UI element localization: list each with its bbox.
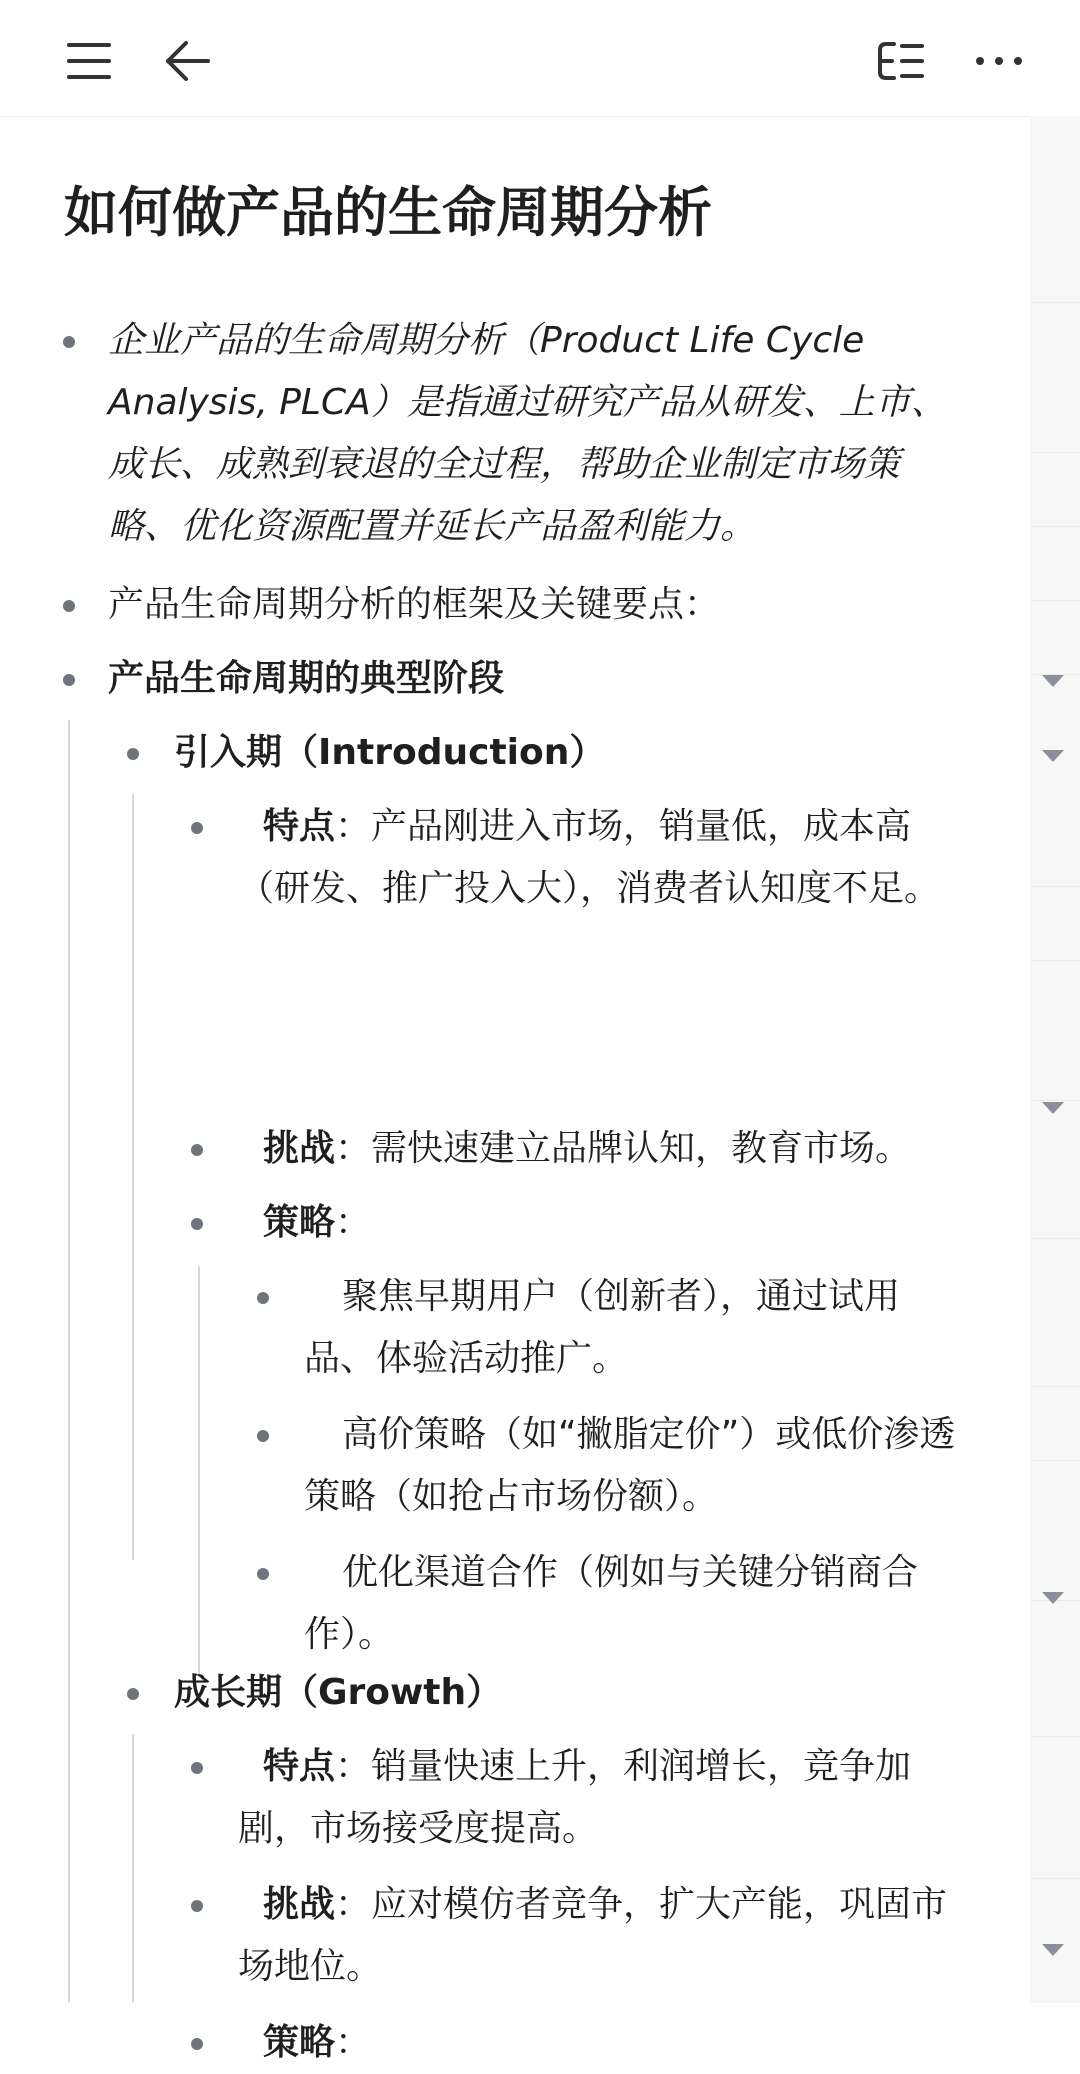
list-item[interactable]: 特点：产品刚进入市场，销量低，成本高（研发、推广投入大），消费者认知度不足。 bbox=[238, 796, 968, 920]
list-item[interactable]: 产品生命周期的典型阶段 bbox=[108, 648, 968, 710]
bullet-icon bbox=[191, 1762, 203, 1774]
outline-icon[interactable] bbox=[876, 38, 926, 84]
bullet-icon bbox=[257, 1568, 269, 1580]
bullet-icon bbox=[63, 600, 75, 612]
collapse-toggle-icon[interactable] bbox=[1042, 1592, 1064, 1604]
bullet-icon bbox=[127, 1688, 139, 1700]
list-item[interactable]: 优化渠道合作（例如与关键分销商合作）。 bbox=[304, 1542, 966, 1666]
fold-gutter bbox=[1030, 116, 1080, 2003]
document-title[interactable]: 如何做产品的生命周期分析 bbox=[64, 181, 712, 244]
bullet-icon bbox=[63, 336, 75, 348]
list-item[interactable]: 聚焦早期用户（创新者），通过试用品、体验活动推广。 bbox=[304, 1266, 966, 1390]
indent-guide bbox=[68, 720, 70, 2003]
bullet-icon bbox=[63, 674, 75, 686]
more-options-icon[interactable] bbox=[974, 38, 1024, 84]
indent-guide bbox=[132, 794, 134, 1560]
top-toolbar bbox=[0, 0, 1080, 117]
bullet-icon bbox=[191, 1218, 203, 1230]
indent-guide bbox=[198, 1266, 200, 1676]
bullet-icon bbox=[257, 1292, 269, 1304]
list-item[interactable]: 高价策略（如“撇脂定价”）或低价渗透策略（如抢占市场份额）。 bbox=[304, 1404, 966, 1528]
list-item[interactable]: 特点：销量快速上升，利润增长，竞争加剧，市场接受度提高。 bbox=[238, 1736, 968, 1860]
bullet-icon bbox=[191, 822, 203, 834]
list-item[interactable]: 挑战：应对模仿者竞争，扩大产能，巩固市场地位。 bbox=[238, 1874, 968, 1998]
bullet-icon bbox=[191, 1144, 203, 1156]
collapse-toggle-icon[interactable] bbox=[1042, 675, 1064, 687]
list-item[interactable]: 产品生命周期分析的框架及关键要点： bbox=[108, 574, 968, 636]
list-item[interactable]: 策略： bbox=[238, 2012, 968, 2074]
list-item[interactable]: 引入期（Introduction） bbox=[174, 722, 974, 784]
indent-guide bbox=[132, 1734, 134, 2003]
menu-icon[interactable] bbox=[66, 38, 112, 84]
bullet-icon bbox=[127, 748, 139, 760]
collapse-toggle-icon[interactable] bbox=[1042, 1944, 1064, 1956]
list-item[interactable]: 成长期（Growth） bbox=[174, 1662, 974, 1724]
bullet-icon bbox=[191, 1900, 203, 1912]
list-item[interactable]: 策略： bbox=[238, 1192, 968, 1254]
bullet-icon bbox=[191, 2038, 203, 2050]
document-body bbox=[0, 116, 1030, 2063]
collapse-toggle-icon[interactable] bbox=[1042, 750, 1064, 762]
collapse-toggle-icon[interactable] bbox=[1042, 1102, 1064, 1114]
bullet-icon bbox=[257, 1430, 269, 1442]
back-arrow-icon[interactable] bbox=[164, 38, 212, 84]
list-item[interactable]: 企业产品的生命周期分析（Product Life Cycle Analysis, PLCA）是指通过研究产品从研发、上市、成长、成熟到衰退的全过程，帮助企业制定市场策略、优化资源配置并延长产品盈利能力。 bbox=[108, 310, 968, 558]
list-item[interactable]: 挑战：需快速建立品牌认知，教育市场。 bbox=[238, 1118, 968, 1180]
